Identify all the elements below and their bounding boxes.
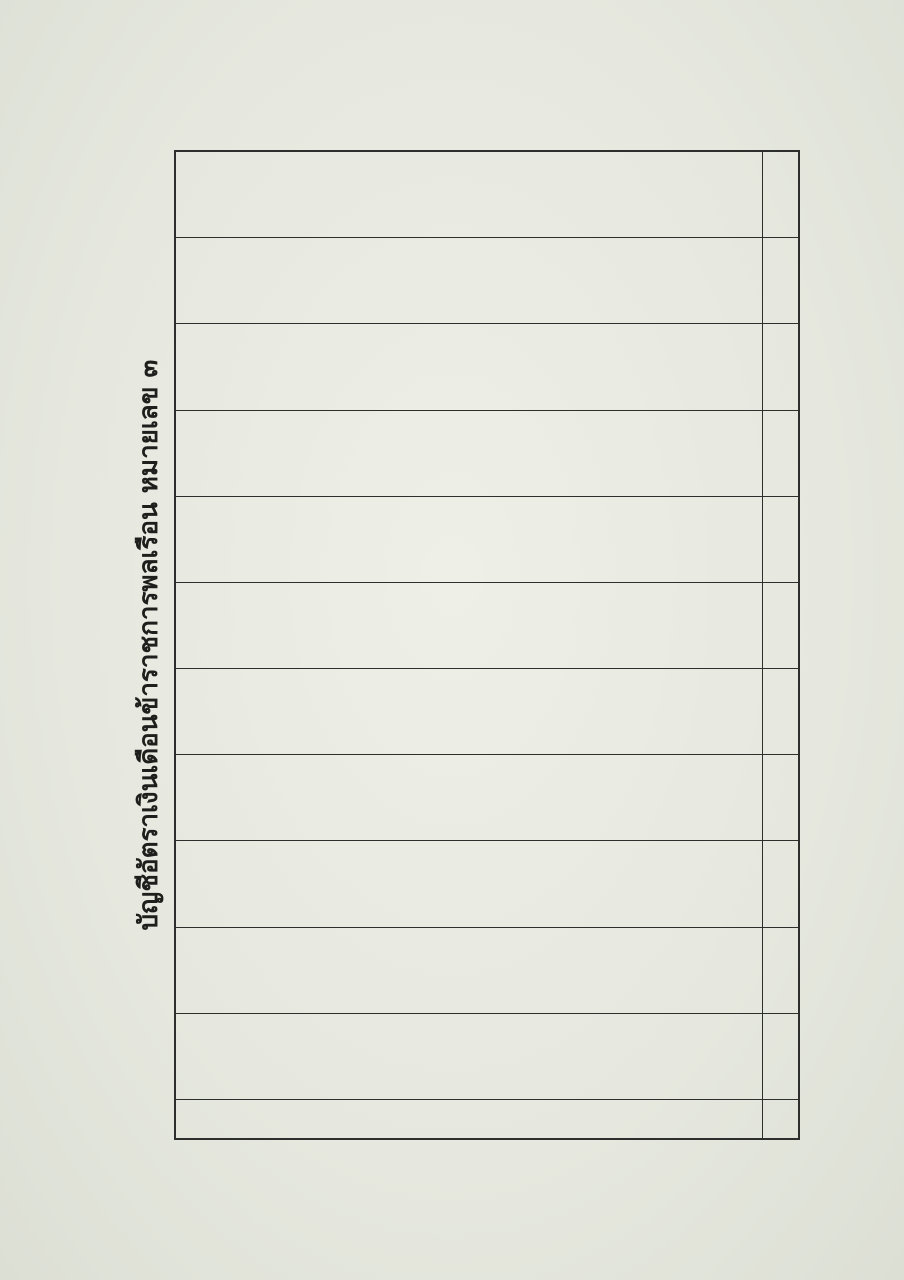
column-divider xyxy=(176,496,798,497)
column-divider xyxy=(176,582,798,583)
salary-table xyxy=(174,150,800,1140)
column-divider xyxy=(176,754,798,755)
column-divider xyxy=(176,1013,798,1014)
page-title: บัญชีอัตราเงินเดือนข้าราชการพลเรือน หมายเลข ๓ xyxy=(134,359,164,931)
column-divider xyxy=(176,237,798,238)
column-divider xyxy=(176,927,798,928)
column-divider xyxy=(176,410,798,411)
column-divider xyxy=(176,323,798,324)
label-band-divider xyxy=(762,152,763,1138)
rotated-salary-sheet xyxy=(130,150,800,1140)
step-column-divider xyxy=(176,1099,798,1100)
column-divider xyxy=(176,840,798,841)
column-divider xyxy=(176,668,798,669)
